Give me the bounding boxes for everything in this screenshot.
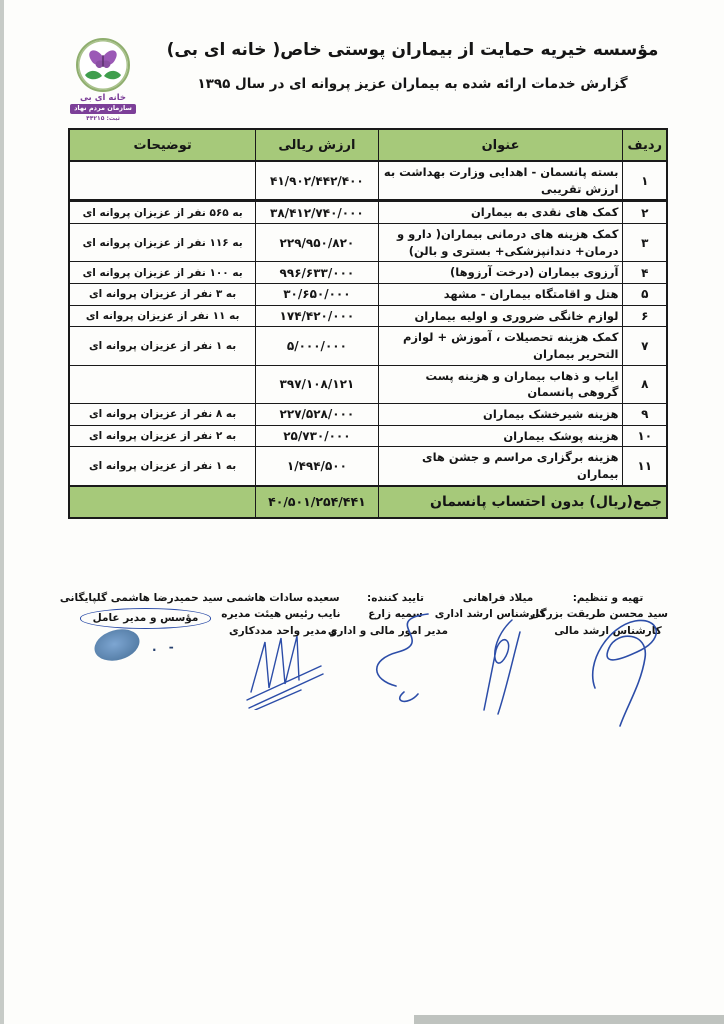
services-table bbox=[68, 128, 668, 519]
cell-title: کمک هزینه های درمانی بیماران( دارو و درمان+ دندانپزشکی+ بستری و بالن) bbox=[378, 224, 623, 262]
signatures-section bbox=[59, 590, 668, 730]
cell-notes: به ۳ نفر از عزیزان پروانه ای bbox=[69, 284, 256, 306]
signature-line: سید حمیدرضا هاشمی گلپایگانی bbox=[59, 592, 223, 604]
signature-scribble-icon bbox=[237, 628, 337, 710]
total-value: ۴۰/۵۰۱/۲۵۴/۴۴۱ bbox=[256, 486, 378, 518]
cell-value: ۴۱/۹۰۲/۴۴۲/۴۰۰ bbox=[256, 161, 378, 201]
cell-value: ۳۸/۴۱۲/۷۴۰/۰۰۰ bbox=[256, 201, 378, 224]
table-row bbox=[69, 201, 667, 224]
cell-notes: به ۱۱ نفر از عزیزان پروانه ای bbox=[69, 305, 256, 327]
cell-title: هتل و اقامتگاه بیماران - مشهد bbox=[378, 284, 623, 306]
cell-notes: به ۱۰۰ نفر از عزیزان پروانه ای bbox=[69, 262, 256, 284]
cell-value: ۵/۰۰۰/۰۰۰ bbox=[256, 327, 378, 365]
logo-subtitle: سازمان مردم نهاد bbox=[70, 104, 136, 114]
cell-row-no: ۱۰ bbox=[623, 425, 667, 447]
signature-line: تهیه و تنظیم: bbox=[572, 592, 644, 604]
signature-line: کارشناس ارشد اداری bbox=[434, 608, 546, 621]
signature-block-preparer bbox=[529, 590, 668, 730]
cell-notes: به ۱۱۶ نفر از عزیزان پروانه ای bbox=[69, 224, 256, 262]
cell-title: هزینه شیرخشک بیماران bbox=[378, 404, 623, 426]
cell-row-no: ۶ bbox=[623, 305, 667, 327]
signature-line: میلاد فراهانی bbox=[462, 592, 534, 604]
signature-line: مدیر امور مالی و اداری bbox=[327, 624, 448, 637]
stamp-oval: مؤسس و مدیر عامل bbox=[80, 608, 212, 628]
table-row bbox=[69, 327, 667, 365]
table-header-row bbox=[69, 129, 667, 161]
cell-row-no: ۵ bbox=[623, 284, 667, 306]
table-row bbox=[69, 161, 667, 201]
signature-block-vice-chair bbox=[221, 590, 341, 730]
cell-notes: به ۱ نفر از عزیزان پروانه ای bbox=[69, 327, 256, 365]
signature-line: سید محسن طریقت بزرگی bbox=[529, 608, 668, 621]
table-row bbox=[69, 284, 667, 306]
cell-row-no: ۲ bbox=[623, 201, 667, 224]
cell-title: آرزوی بیماران (درخت آرزوها) bbox=[378, 262, 623, 284]
signature-block-admin-expert bbox=[434, 590, 546, 730]
butterfly-hands-icon bbox=[81, 43, 125, 87]
cell-notes: به ۲ نفر از عزیزان پروانه ای bbox=[69, 425, 256, 447]
cell-title: هزینه پوشک بیماران bbox=[378, 425, 623, 447]
cell-title: لوازم خانگی ضروری و اولیه بیماران bbox=[378, 305, 623, 327]
page-subtitle: گزارش خدمات ارائه شده به بیماران عزیز پروانه ای در سال ۱۳۹۵ bbox=[197, 76, 628, 92]
charity-logo bbox=[70, 38, 136, 122]
stamp-marks: - . bbox=[152, 640, 178, 654]
signature-line: سعیده سادات هاشمی bbox=[226, 592, 340, 604]
signature-line: نایب رئیس هیئت مدیره bbox=[221, 608, 341, 621]
signature-line bbox=[68, 606, 223, 628]
signature-line: تایید کننده: bbox=[367, 592, 424, 604]
signature-line: سمیه زارع bbox=[368, 608, 423, 621]
cell-value: ۱۷۴/۴۲۰/۰۰۰ bbox=[256, 305, 378, 327]
table-row bbox=[69, 447, 667, 486]
cell-row-no: ۹ bbox=[623, 404, 667, 426]
cell-value: ۲۵/۷۳۰/۰۰۰ bbox=[256, 425, 378, 447]
header-cell-notes: توضیحات bbox=[69, 129, 256, 161]
signature-line: و مدیر واحد مددکاری bbox=[229, 624, 337, 637]
signature-scribble-icon bbox=[466, 616, 536, 716]
logo-registration: ثبت: ۴۴۲۱۵ bbox=[86, 114, 120, 122]
logo-ring bbox=[76, 38, 130, 92]
cell-title: کمک های نقدی به بیماران bbox=[378, 201, 623, 224]
table-row bbox=[69, 425, 667, 447]
cell-title: کمک هزینه تحصیلات ، آموزش + لوازم التحریر بیماران bbox=[378, 327, 623, 365]
cell-title: بسته پانسمان - اهدایی وزارت بهداشت به ارزش تقریبی bbox=[378, 161, 623, 201]
cell-notes: به ۵۶۵ نفر از عزیزان پروانه ای bbox=[69, 201, 256, 224]
page-title: مؤسسه خیریه حمایت از بیماران پوستی خاص( خانه ای بی) bbox=[166, 40, 659, 60]
cell-notes: به ۸ نفر از عزیزان پروانه ای bbox=[69, 404, 256, 426]
table-row bbox=[69, 224, 667, 262]
signature-line: کارشناس ارشد مالی bbox=[554, 624, 662, 637]
cell-value: ۳۹۷/۱۰۸/۱۲۱ bbox=[256, 365, 378, 403]
cell-title: هزینه برگزاری مراسم و جشن های بیماران bbox=[378, 447, 623, 486]
cell-row-no: ۳ bbox=[623, 224, 667, 262]
table-row bbox=[69, 365, 667, 403]
cell-notes: به ۱ نفر از عزیزان پروانه ای bbox=[69, 447, 256, 486]
header-cell-row-no: ردیف bbox=[623, 129, 667, 161]
cell-notes bbox=[69, 161, 256, 201]
total-row bbox=[69, 486, 667, 518]
cell-row-no: ۱۱ bbox=[623, 447, 667, 486]
signature-block-approver bbox=[327, 590, 448, 730]
total-notes-empty bbox=[69, 486, 256, 518]
table-row bbox=[69, 305, 667, 327]
logo-name: خانه ای بی bbox=[79, 93, 127, 103]
cell-value: ۹۹۶/۶۳۳/۰۰۰ bbox=[256, 262, 378, 284]
header-cell-title: عنوان bbox=[378, 129, 623, 161]
cell-notes bbox=[69, 365, 256, 403]
cell-value: ۱/۴۹۴/۵۰۰ bbox=[256, 447, 378, 486]
cell-value: ۲۲۷/۵۲۸/۰۰۰ bbox=[256, 404, 378, 426]
cell-row-no: ۴ bbox=[623, 262, 667, 284]
cell-row-no: ۷ bbox=[623, 327, 667, 365]
total-label: جمع(ریال) بدون احتساب پانسمان bbox=[378, 486, 667, 518]
table-row bbox=[69, 404, 667, 426]
signature-block-managing-director bbox=[59, 590, 223, 730]
cell-value: ۳۰/۶۵۰/۰۰۰ bbox=[256, 284, 378, 306]
table-row bbox=[69, 262, 667, 284]
header-cell-value: ارزش ریالی bbox=[256, 129, 378, 161]
stamp-blob-icon bbox=[91, 624, 143, 666]
cell-value: ۲۲۹/۹۵۰/۸۲۰ bbox=[256, 224, 378, 262]
cell-row-no: ۸ bbox=[623, 365, 667, 403]
cell-row-no: ۱ bbox=[623, 161, 667, 201]
page-header bbox=[140, 40, 685, 92]
cell-title: ایاب و ذهاب بیماران و هزینه پست گروهی پانسمان bbox=[378, 365, 623, 403]
table-body bbox=[69, 161, 667, 486]
